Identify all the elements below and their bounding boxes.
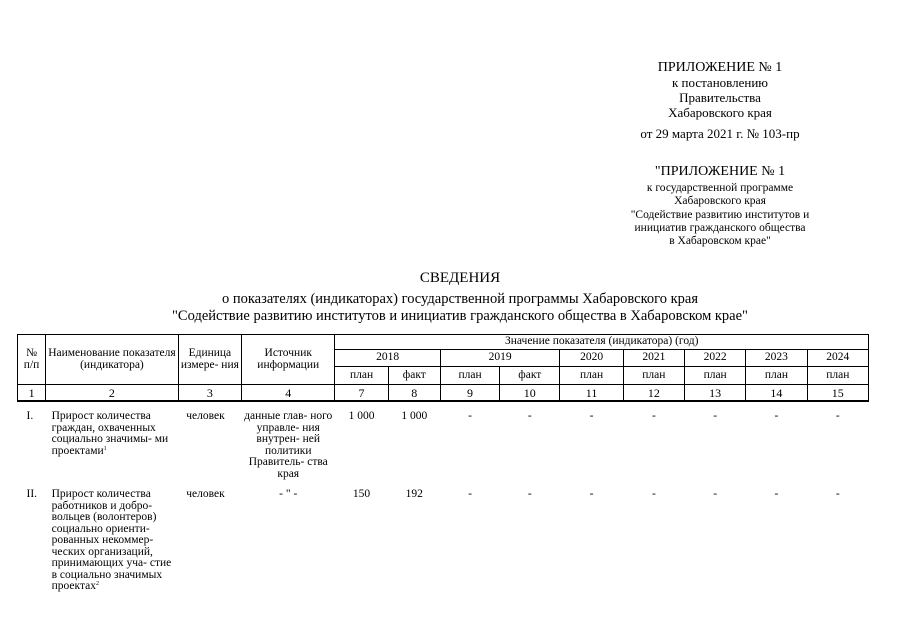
indicator-name-text: Прирост количества граждан, охваченных социально значимы- ми проектами	[51, 410, 169, 457]
appendix-line: к постановлению	[671, 75, 769, 91]
indicators-table	[17, 334, 869, 593]
header-year: 2022	[685, 350, 746, 367]
column-number: 2	[46, 385, 179, 402]
program-appendix-block	[600, 164, 840, 248]
program-appendix-line: "Содействие развитию институтов и	[630, 208, 810, 221]
appendix-date: от 29 марта 2021 г. № 103-пр	[640, 125, 800, 141]
column-number: 11	[560, 385, 623, 402]
row-number: I.	[26, 410, 34, 422]
indicator-source: данные глав- ного управле- ния внутрен- ней политики Правитель- ства края	[244, 410, 333, 480]
header-year: 2018	[335, 350, 440, 367]
program-appendix-title: "ПРИЛОЖЕНИЕ № 1	[654, 164, 786, 179]
value-cell: -	[527, 488, 532, 500]
footnote-mark: 1	[103, 445, 107, 452]
value-cell: -	[713, 488, 718, 500]
document-heading: СВЕДЕНИЯ	[419, 270, 501, 286]
header-year: 2019	[440, 350, 560, 367]
table-row	[18, 480, 869, 593]
value-cell: -	[527, 410, 532, 422]
document-title	[0, 270, 905, 325]
column-number: 1	[18, 385, 46, 402]
footnote-mark: 2	[95, 581, 99, 587]
header-sub: план	[807, 367, 868, 385]
value-cell: -	[774, 488, 779, 500]
program-appendix-line: инициатив гражданского общества	[634, 221, 806, 234]
value-cell: 192	[405, 488, 423, 500]
value-cell: 1 000	[401, 410, 428, 422]
column-number: 15	[807, 385, 868, 402]
header-value: Значение показателя (индикатора) (год)	[335, 335, 869, 350]
column-number: 12	[623, 385, 684, 402]
header-num: № п/п	[18, 335, 46, 385]
value-cell: -	[468, 488, 472, 500]
appendix-line: Правительства	[679, 90, 761, 106]
column-number: 10	[500, 385, 560, 402]
header-year: 2021	[623, 350, 684, 367]
header-name: Наименование показателя (индикатора)	[46, 335, 179, 385]
indicator-name	[46, 401, 179, 480]
header-sub: план	[623, 367, 684, 385]
header-year: 2020	[560, 350, 623, 367]
column-number: 8	[388, 385, 440, 402]
header-sub: план	[335, 367, 388, 385]
value-cell: 1 000	[348, 410, 375, 422]
value-cell: -	[774, 410, 779, 422]
header-sub: факт	[500, 367, 560, 385]
value-cell: -	[468, 410, 472, 422]
header-source: Источник информации	[242, 335, 335, 385]
column-number: 9	[440, 385, 499, 402]
indicator-name-text: Прирост количества работников и добро- вольцев (волонтеров) социально ориенти- рованных некоммер- ческих организаций, принимающих уча- стие в социально значимых проектах	[51, 488, 172, 592]
value-cell: -	[713, 410, 718, 422]
column-numbers-row	[18, 385, 869, 402]
value-cell: -	[835, 410, 840, 422]
header-sub: план	[560, 367, 623, 385]
program-appendix-line: в Хабаровском крае"	[669, 234, 771, 247]
header-sub: план	[440, 367, 499, 385]
column-number: 13	[685, 385, 746, 402]
document-subtitle-line: о показателях (индикаторах) государственной программы Хабаровского края	[221, 291, 699, 308]
header-sub: план	[746, 367, 807, 385]
header-year: 2024	[807, 350, 868, 367]
value-cell: -	[589, 488, 594, 500]
value-cell: 150	[352, 488, 371, 500]
value-cell: -	[835, 488, 840, 500]
indicator-source: - " -	[279, 488, 298, 500]
indicator-unit: человек	[186, 410, 225, 422]
header-unit: Единица измере- ния	[178, 335, 241, 385]
value-cell: -	[651, 410, 656, 422]
indicator-name	[46, 480, 179, 593]
appendix-block	[600, 60, 840, 142]
table-row	[18, 401, 869, 480]
column-number: 3	[178, 385, 241, 402]
value-cell: -	[589, 410, 594, 422]
header-sub: факт	[388, 367, 440, 385]
header-sub: план	[685, 367, 746, 385]
column-number: 7	[335, 385, 388, 402]
appendix-line: Хабаровского края	[668, 104, 772, 120]
column-number: 4	[242, 385, 335, 402]
indicator-unit: человек	[186, 488, 225, 500]
program-appendix-line: Хабаровского края	[674, 195, 766, 208]
document-subtitle-line: "Содействие развитию институтов и инициатив гражданского общества в Хабаровском крае"	[172, 307, 748, 324]
appendix-title: ПРИЛОЖЕНИЕ № 1	[657, 60, 783, 75]
column-number: 14	[746, 385, 807, 402]
program-appendix-line: к государственной программе	[646, 182, 794, 195]
value-cell: -	[651, 488, 656, 500]
row-number: II.	[26, 488, 38, 500]
header-year: 2023	[746, 350, 807, 367]
